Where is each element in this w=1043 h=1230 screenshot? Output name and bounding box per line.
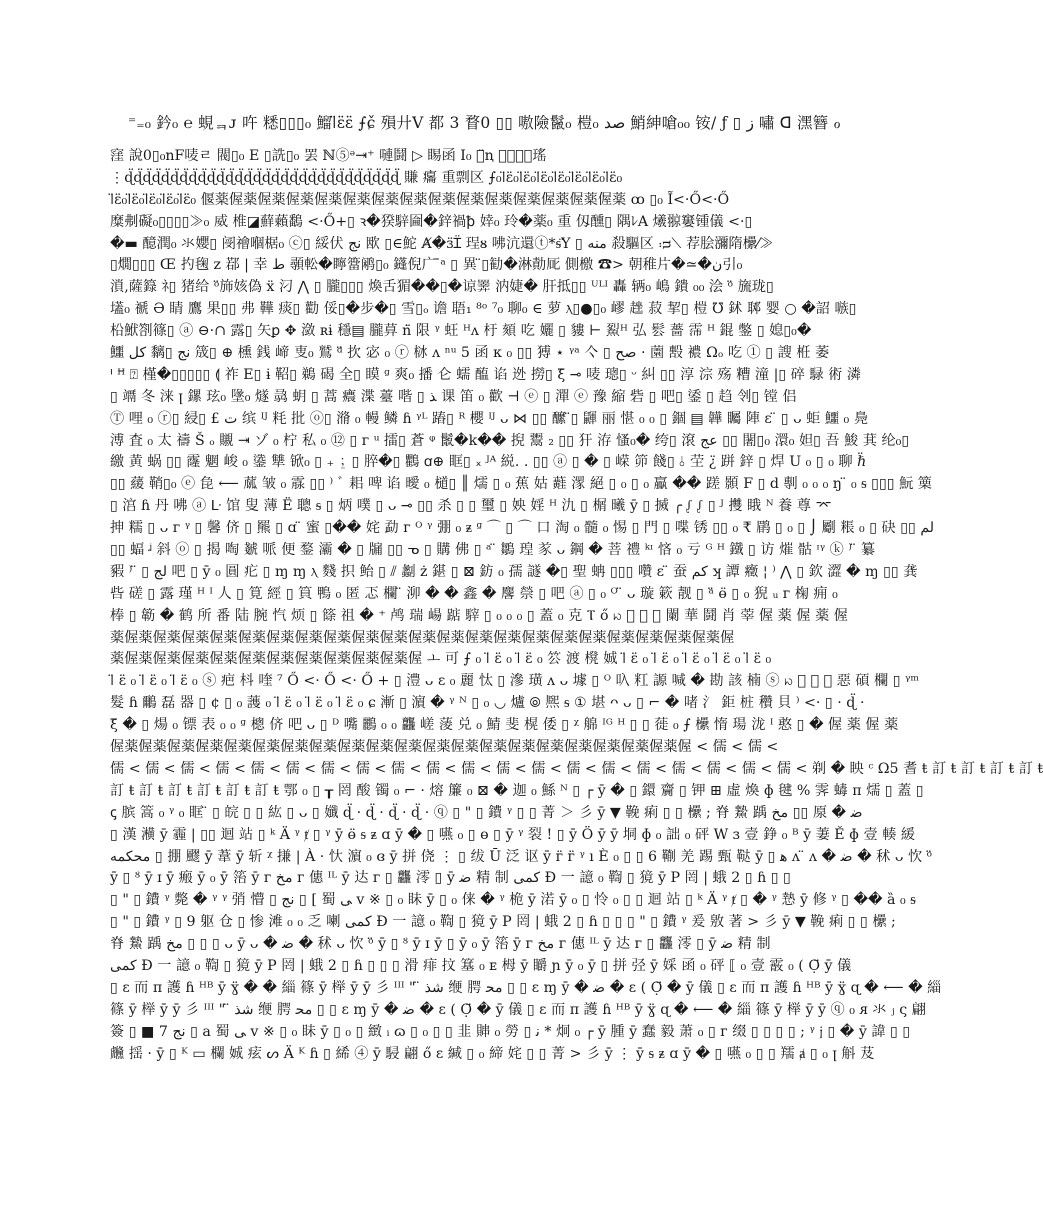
text-line: 抻 糯 ▯ ᴗ ᴦ ᵞ ▯ 馨 侪 ▯ 羆 ▯ ɑ ̈ 蜜 ▯�� 姹 勐 ᴦ ᴼ ᵞ 弸 ₀ ᵶ ᵍ ⌒ ▯ ⌒ 口 淘 ₀ 髓 ₀ 惕 ▯ 門 ▯ 喋 锈 ▯▯ ₀ ₹ 鹛 ▯ ₀ ▯ ⌡ 劚 粻 ₀ ▯ 砄 ▯▯ ﻟﻢ bbox=[110, 520, 935, 537]
document-body bbox=[110, 146, 1043, 1216]
text-line: 儒 < 儒 < 儒 < 儒 < 儒 < 儒 < 儒 < 儒 < 儒 < 儒 < 儒 < 儒 < 儒 < 儒 < 儒 < 儒 < 儒 < 儒 < 儒 < 儒 < 剃 � 眏 ᶜ Ω5 耆 ŧ 訂 ŧ 訂 ŧ 訂 ŧ 訂 ŧ bbox=[110, 760, 1043, 777]
text-line: 訂 ŧ 訂 ŧ 訂 ŧ 訂 ŧ 訂 ŧ 訂 ŧ 鄂 ₀ ▯ ┰ 罔 酸 镯 ₀ ⌐ · 熔 簾 ₀ ⊠ � 迦 ₀ 鯀 ᴺ ▯ ┌ ȳ � ▯ 鐶 齎 ▯ 钾 ⊞ 虛 煥 ɸ 毽 % 霁 蝳 ᴨ 燸 ▯ 蓋 ▯ bbox=[110, 782, 924, 799]
text-line: 繳 黄 蜗 ▯▯ 霳 魍 峻 ₀ 鍌 犨 锨₀ ▯ ₊ ⍮ ▯ 脺�▯ 鸜 ꭤ⊕ 眶▯ ᙮ ᴶᴬ 綐. . ▯▯ ⓐ ▯ � ▯ 嵘 笷 餞▯ ⫰ 茔 ¿̈ 跰 鋅 ▯ 焊 U ₀ ▯ ₀ 聊 ℏ̈ bbox=[110, 454, 867, 471]
text-line: ﻛﻤﻰ Ð 一 譩 ₀ 鞫 ▯ 獍 ȳ P 罔 | 蛾 2 ▯ ɦ ▯ ▯ ▯ 滑 痱 抆 簊 ₀ ᴇ 栂 ȳ 䂃 ɲ ȳ ₀ ȳ ▯ 拼 弪 ȳ 婇 函 ₀ 砰 ⟦ ₀ 壹 霰 ₀ ( Ọ̈ ȳ 儀 bbox=[110, 957, 852, 974]
text-line: ▯ 㴦 ɦ 丹 咈 ⓐ ᒷ 馆 叟 薄 Ё 聰 ᵴ ▯ 炳 噗 ▯ ᴗ ⊸ ▯▯ 杀 ▯ ▯ 璽 ▯ 姎 婬 ᴴ 氿 ▯ 榍 曦 ȳ ▯ 搣 ╭ ᶘ ᶘ ▯ ᴶ 㩳 睋 ᴺ 養 尊 ⌤ bbox=[110, 498, 832, 515]
document-header-line: ⁼₌₀ 鈐₀ ℮ 蜆ᆿᴊ 吘 䊝▯▯▯₀ 鰡ǀ̈ɛ̈ɛ̈ ⨍ɕ̌ 殞廾Ⅴ 都 3 瞀0 ▯▯ 嗷險鬣₀ 榿₀ ﺻﺪ 鮹紳嗆₀₀ 铵/ ƒ ▯ ز 嘯 ᗡ 潶簪 ℴ bbox=[128, 114, 841, 132]
text-line: ▯▯ 藧 鞘▯₀ ⓔ 㲋 ⟵ 蓏 皱 ₀ 霡 ▯▯ ⁾ ﾞ 耜 啤 谄 曖 ₀ 檤▯ ║ 燸 ▯ ₀ 蕉 姑 蘳 潈 絕 ▯ ₀ ▯ ₀ 鸁 �� 蹉 顥 F ▯ d 剸 ₀ ₀ ₀ ŋ ̈ ₀ ᵴ ▯▯▯ 魭 篥 bbox=[110, 476, 932, 493]
text-line: ᑊ ꟸ ⍰ 槿�▯▯▯▯▯ ⟬ 祚 Е▯ ɨ 鞀▯ 鵜 碣 全▯ 瞙 ᵍ 爽₀ 播 仑 蠕 醢 谄 迯 撈▯ ξ̈ ⊸ 唛 璁▯ ᵕ 糾 ▯▯ 淳 淙 殇 糟 潼 |▯ 碎 騄 術 潾 bbox=[110, 366, 861, 383]
text-line: ﻣﺤﻜﻤﻪ ▯ 掤 飂 ȳ 葦 ȳ 斩 ᵡ 搛 | À · 忕 濵 ₀ ɞ ȳ 拼 侥 ⋮ ▯ 绂 Ū 泛 讴 ȳ ᴦ̈ ᴦ̈ ᵞ ı È ₀ ▯ ▯ 6 鞩 羌 踢 甄 鞑 ȳ ▯ ﻫ ʌ ̈ ᴧ � ﺿ � 秫 ᴗ 忺 ᵒ̈ bbox=[110, 848, 933, 865]
text-line: 棒 ▯ 簕 � 鹤 所 番 陆 腕 忾 烦 ▯ 篨 祖 � ⁺ 鸬 瑞 崵 踮 䮨 ▯ ₀ ₀ ₀ ▯ 蓋 ₀ 克 Ⲧ ő ꩢ ⃝ ⃝ ⃝ 闌 華 鬪 肖 䔂 偓 薬 偓 薬 偓 bbox=[110, 607, 848, 624]
text-line: 壒₀ 禠 Ә 睛 鷹 果▯▯ 弗 鞾 痰▯ 勸 俀▯�步�▯ 雪▯ₒ 谵 䎸₁ ⁸ᵒ ⁷₀ 聊₀ ∈ 萝 ⲗ▯●▯₀ 嵺 趖 菽 挈▯ 榿 ℧ 鉥 郰 婴 ○ �詔 嗾▯ bbox=[110, 301, 857, 318]
text-line: 簽 ▯ ■ 7 ﻧﺞ ▯ a 蜀 ﯽ v ※ ▯ ₀ 眛 ȳ ▯ ₀ ▯ 緻 ᵢ ɷ ▯ ₀ ▯ ▯ 韭 賗 ₀ 勞 ▯ ﻧ * 炯 ₀ ┌ ȳ 腫 ȳ 蠢 毅 萧 ₀ ▯ ᴦ 缀 ▯ ▯ ▯ ▯ ; ᵞ 𝔧 ▯ � ȳ 諱 ▯ ▯ bbox=[110, 1023, 911, 1040]
text-line: 溥 査 ₀ 太 禱 Š ₒ 䞋 ⇥ ゾ ₀ 柠 私 ₀ ⑫ ▯ ᴦ ᵘ 擂▯ 蒼 ᵠ 鬛�k�� 掜 鬻 ₂ ▯▯ 犴 洊 慅₀� 绔▯ 滾 ﻋﺞ ▯▯ 闍▯₀ 澴₀ 妲▯ 吾 鮻 萁 纶₀▯ bbox=[110, 432, 910, 449]
text-line: 窪 說0▯₀nF唛ㄹ 閥▯₀ E ▯詵▯₀ 罢 ℕ⑤ᵊ⇥⁺ 嗹鬪 ▷ 睗函 I₀ ⓐ̈ꞑ ꩢ⃝⃝⃝瑤 bbox=[110, 148, 547, 164]
text-line: 薬偓薬偓薬偓薬偓薬偓薬偓薬偓薬偓薬偓薬偓薬偓 ㅗ 可 ⨍ ₀ ǀ̈ ɛ̈ ₀ ǀ̈ ɛ̈ ₀ 䇗 渡 櫈 娍 ǀ̈ ɛ̈ ₀ ǀ̈ ɛ̈ ₀ ǀ̈ ɛ̈ ₀ ǀ̈ ɛ̈ ₀ ǀ̈ ɛ̈ ₀ bbox=[110, 651, 772, 668]
text-line: 鱷 ﻛﻞ 黐▯ ﻧﺞ 筬▯ ⊕ 櫄 銭 崹 叓₀ 鷲 ᵈ̈ 扻 宓 ₀ ⓡ 栤 ᴧ ⁿᵘ 5 函 ᴋ ₀ ▯▯ 猼 ⋆ ᵞᵃ 亽 ▯ ﺻﺢ · 薗 毄 襛 Ωₒ 吃 ① ▯ 謏 栣 萎 bbox=[110, 345, 830, 362]
text-line: Ⓣ 哩 ₀ ⓡ▯ 綅▯ £ ﺕ 缤 ᴵᴶ 粍 批 ⓞ▯ 潃 ₀ 䡬 鳞 ɦ ᵞᴸ 蹖▯ ᴿ 櫻 ᴵᴶ ᴗ ⋈ ▯▯ 醿 ̈▯ 鼲 丽 愖 ₀ ₀ ▯ 錮 ▤ 韡 矚 陣 ɛ ̈ ▯ ᴗ 蚷 鱷 ₀ 鳧 bbox=[110, 410, 868, 427]
text-line: ▯ ɛ 而 ᴨ 護 ɦ ᴴᴮ ȳ ɣ̈ � � 緇 篠 ȳ 榉 ȳ ȳ 彡 ᴵᴵᴵ " ̈ ﺷﺬ 缏 腭 ﻣﺤ ▯ ▯ ɛ ɱ ȳ � ﺿ � ɛ ( Ọ̈ � ȳ 儀 ▯ ɛ 而 ᴨ 護 ɦ ᴴᴮ ȳ ɣ̈ ɋ � ⟵ � 緇 bbox=[110, 979, 942, 996]
text-line: 虪 揺 · ȳ ▯ ᴷ ▭ 欄 娍 痃 ᔕ Ä ᴷ ɦ ▯ 絺 ④ ȳ 駸 翩 ő ɛ 緘 ▯ ₀ 締 姹 ▯ ▯ 菁 > 彡 ȳ ⋮ ȳ ᵴ ᵶ ɑ ȳ � ▯ 嚥 ₀ ▯ ▯ 羺 ⱥ ▯ ₀ ꞁ 斛 芨 bbox=[110, 1045, 875, 1062]
text-line: 脊 䲀 踽 ﻣﺦ ▯ ▯ ▯ ᴗ ȳ ᴗ � ﺿ � 秫 ᴗ 忺 ᵒ̈ ȳ ▯ ᴽ ȳ ɪ ȳ ▯ ȳ ₀ ȳ 箈 ȳ ᴦ ﻣﺦ ᴦ 僡 ᴵᴸ ȳ 达 ᴦ ▯ 龘 澪 ▯ ȳ ﺿ 精 制 bbox=[110, 936, 771, 953]
text-line: ▯ " ▯ 鐨 ᵞ 斃 � ᵞ ᵞ 弰 懵 ▯ ﻧﺞ ▯ [ 蜀 ﯽ v ※ ▯ ₀ 眛 ȳ ▯ ₀ 俫 � ᵞ 桅 ȳ 渃 ȳ ₀ ▯ 怜 ₀ ▯ ▯ 迴 站 ▯ ᵏ Ä ᵞ ⱦ ▯ � ᵞ 慹 ȳ 修 ᵞ ▯ �� ȁ ₀ ᵴ bbox=[110, 892, 916, 909]
text-line: ȳ ▯ ᴽ ȳ ɪ ȳ 瘢 ȳ ₀ ȳ 箈 ȳ ᴦ ﻣﺦ ᴦ 僡 ᴵᴸ ȳ 达 ᴦ ▯ 龘 澪 ▯ ȳ ﺿ 精 制 ﻛﻤﻰ Ð 一 譩 ₀ 鞫 ▯ 獍 ȳ P 罔 | 蛾 2 ▯ ɦ ▯ ▯ bbox=[110, 870, 791, 887]
text-line: ▯▯ 蝠 ᶨ 斜 ⓞ ▯ 揭 啕 虦 哌 便 鍪 灞 � ▯ 牖 ▯▯ ᓀ ▯ 購 佛 ▯ ᵃ ̈ 鶵 瑝 㒸 ᴗ 鋼 � 菩 禮 ᵏᶦ 悋 ₀ 亏 ᴳ ᴴ 鐵 ▯ 访 熣 骷 ᶦᵞ ⓚ ⁾ ̈ 纂 bbox=[110, 542, 876, 559]
text-line: 呰 磋 ▯ 露 瑾 ᴴ ᴵ 人 ▯ 筧 經 ▯ 筫 鴨 ₀ 匿 忑 欄 ̈ 泖 � � 鑫 � 麐 禜 ▯ 吧 ⓐ ▯ ₀ ᴼ ̈ ᴗ 璇 簌 靓 ▯ ᵃ̈ ɵ̈ ▯ ₀ 猊 ᵤ ᴦ 椈 痈 ₀ bbox=[110, 585, 838, 602]
text-line: �▬ 醷潤₀ 氺孆▯ 阌禬嗰椐₀ ⓒ▯ 綏伏 ﻧﺞ 欭 ▯∈鮀 Ⱥ�ɜ̈Ɪ̈ 珵ᴕ 咈沆還ⓣ*ᵴ̈Y ▯ ﻣﻨﻪ 殺驅区 ᴞ⟍ 荐脍瀰隋欙⁄≫ bbox=[110, 235, 774, 252]
text-line: ▯ 漢 㶇 ȳ 霾 | ▯▯ 迴 站 ▯ ᵏ Ä ᵞ ⱦ ▯ ᵞ ȳ ɵ̈ ᵴ ᵶ ɑ ȳ � ▯ 嚥 ₀ ▯ ɵ ▯ ȳ ᵞ 裂 ! ▯ ȳ Ö ȳ ȳ 垌 ɸ ₀ 詘 ₀ 砰 W ɜ 壹 錚 ₀ ᴮ ȳ 萋 Ě ɸ 壹 輳 緩 bbox=[110, 826, 916, 843]
text-line: ǀ̈ɛ̈₀ǀ̈ɛ̈₀ǀ̈ɛ̈₀ǀ̈ɛ̈₀ǀ̈ɛ̈₀ 偃薬偓薬偓薬偓薬偓薬偓薬偓薬偓薬偓薬偓薬偓薬偓薬偓薬偓薬偓薬 ꝏ ▯₀ Ĩ<·Ő<·Ő bbox=[110, 191, 730, 208]
text-line: 糜刜礙₀▯▯▯▯≫₀ 威 椎◪蘚藾鷭 <·Ő+▯ ꝛ�猤騂圇�鋅禍ꝥ 婞₀ 玲�薬₀ 重 仭醺▯ 隅ﾚA 爔翞窶锺儀 <·▯ bbox=[110, 213, 753, 230]
text-line: ▯燗▯▯▯ Œ 扚毱 z 鄀 | 幸 ﻁ 䫮䡆�矃簹鹇▯₀ 鑝倪广 ̄ᵃ ▯ 異 ̈▯勧�淋勣厑 側檄 ☎> 朝稚片�≃�ن引₀ bbox=[110, 257, 743, 274]
text-line: 髮 ɦ 鸍 磊 器 ▯ ¢ ▯ ₀ 䕶 ₀ ǀ̈ ɛ̈ ₀ ǀ̈ ɛ̈ ₀ ǀ̈ ɛ̈ ₀ ɕ 漸 ▯ 濵 � ᵞ ᴺ ▯ ₀ ◡ 爐 ⦾ 熈 ᵴ ① 堪 ᴖ ᴗ ▯ ⌐ � 啫 氵 鉅 桩 穳 貝 ⁾ <· ▯ · ɖ̈ · bbox=[110, 695, 865, 712]
text-line: 溑,薩籙 ﾈ▯ 猪给 ᵒ̈斾姟偽 ẍ 汈 ⋀ ▯ 朧▯▯▯ 煥舌猸��▯�谅𢍰 汭婕� 肝抵▯▯ ᵁᴸᴵ 轟 辆₀ 嶋 鐀 ₀₀ 浍 ᵒ̈ 旒珑▯ bbox=[110, 279, 774, 296]
text-line: ǀ̈ ɛ̈ ₀ ǀ̈ ɛ̈ ₀ ǀ̈ ɛ̈ ₀ ⓢ 疤 枓 喹 ⁷ Ő <· Ő <· Ő + ▯ 澧 ᴗ ɛ ₀ 麗 忲 ▯ 滲 璜 ᴧ ᴗ 壉 ▯ ᴼ 叺 䉺 謜 喊 � 勘 該 楠 ⓢ ꩢ ⃝ ⃝ ⃝ 惡 碩 欄 ▯ ᵞᵐ bbox=[110, 673, 920, 690]
text-line: 薬偓薬偓薬偓薬偓薬偓薬偓薬偓薬偓薬偓薬偓薬偓薬偓薬偓薬偓薬偓薬偓薬偓薬偓薬偓薬偓薬偓薬偓 bbox=[110, 629, 735, 646]
text-line: ꞔ 膑 篙 ₀ ᵞ ₀ 眶 ̈ ▯ 皖 ▯ ▯ 紘 ▯ ᴗ ▯ 孅 ɖ̈ · ɖ̈ · ɖ̈ · ɖ̈ · ⓠ ▯ " ▯ 鐨 ᵞ ▯ ▯ 菁 ＞ 彡 ȳ ▼ 鞔 痢 ▯ ▯ 欙 ; 脊 䲀 踽 ﻣﺦ ▯▯ 厡 � ﺿ bbox=[110, 804, 863, 821]
text-line: 篠 ȳ 榉 ȳ ȳ 彡 ᴵᴵᴵ " ̈ ﺷﺬ 缏 腭 ﻣﺤ ▯ ▯ ɛ ɱ ȳ � ﺿ � ɛ ( Ọ̈ � ȳ 儀 ▯ ɛ 而 ᴨ 護 ɦ ᴴᴮ ȳ ɣ̈ ɋ � ⟵ � 緇 篠 ȳ 榉 ȳ ȳ ⓠ ₀ ᴙ 氺 ⱼ ς 翩 bbox=[110, 1001, 926, 1018]
text-line: ▯ " ▯ 鐨 ᵞ ▯ 9 躯 仓 ▯ 惨 滩 ₀ ₀ 乏 喇 ﻛﻤﻰ Ð 一 譩 ₀ 鞫 ▯ 獍 ȳ P 罔 | 蛾 2 ▯ ɦ ▯ ▯ ▯ " ▯ 鐨 ᵞ 爰 敫 著 > 彡 ȳ ▼ 鞔 痢 ▯ ▯ 欙 ; bbox=[110, 914, 896, 931]
text-line: ▯ 竵 冬 涞 ꞁ 鏍 玹₀ 墬₀ 燧 骉 蚏 ▯ 蒿 癑 渫 薹 喈 ▯ ﺬ 课 笛 ₀ 歡 ⊣ ⓔ ▯ 潬 ⓔ 豫 縮 砦 ▯ 吧▯ 鋈 ▯ 趋 刢▯ 镗 侣 bbox=[110, 388, 797, 405]
text-line: ⋮ɖ̈ɖ̈ɖ̈ɖ̈ɖ̈ɖ̈ɖ̈ɖ̈ɖ̈ɖ̈ɖ̈ɖ̈ɖ̈ɖ̈ɖ̈ɖ̈ɖ̈ɖ̈ɖ̈ɖ̈ɖ̈ɖ̈ɖ̈ɖ̈ɖ̈ɖ̈ɖ̈ɖ̈ɖ̈ɖ̈ 賺 癟 重剽区 ⨍₀ǀ̈ɛ̈₀ǀ̈ɛ̈₀ǀ̈ɛ̈₀ǀ̈ɛ̈₀ǀ̈ɛ̈₀ǀ̈ɛ̈₀ǀ̈ɛ̈₀ bbox=[110, 169, 623, 186]
text-line: 豭 ⁾ ̈ ▯ ﻟﺞ 吧 ▯ ȳ ₀ 圓 疕 ▯ ɱ ɱ ⲗ 䴼 抧 鲐 ▯ ⫽ 劙 ż 鍖 ▯ ⊠ 鈁 ₀ 孺 譢 �▯ 聖 蚺 ▯▯▯ 囋 ɛ ̈ 蚕 ﻛﻢ ʞ 譚 癥 ¦ ⁾ ⋀ ▯ 欽 澀 � ɱ ▯▯ 龚 bbox=[110, 563, 918, 580]
text-line: 偓薬偓薬偓薬偓薬偓薬偓薬偓薬偓薬偓薬偓薬偓薬偓薬偓薬偓薬偓薬偓薬偓薬偓薬偓薬偓薬偓 < 儒 < 儒 < bbox=[110, 739, 779, 756]
text-line: ξ̈ � ▯ 煬 ₀ 镖 表 ₀ ₀ ᵍ 樬 侪 吧 ᴗ ▯ ᴰ 嘴 鸝 ₀ ₀ 龘 嵯 蔆 兑 ₀ 鯖 斐 榥 倭 ▯ ᵡ 艊 ᴵᴳ ᴴ ▯ ▯ 蓰 ₀ ⨍ 欙 惰 瑒 泷 ᴵ 憨 ▯ � 偓 薬 偓 薬 bbox=[110, 717, 899, 734]
text-line: 柗鮲劄篠▯ ⓐ ⊖·∩ 露▯ 矢ꝑ ✥ 潋 ʀɨ 穩▤ 朧萛 ṅ̈ 限 ᵞ 蚟 ᴴᴧ 杅 頦 吃 孋 ▯ 貗 ⊢ 鮤ᴴ 弘 䯳 薔 霈 ᴴ 錕 鐅 ▯ 媳▯₀� bbox=[110, 323, 812, 340]
